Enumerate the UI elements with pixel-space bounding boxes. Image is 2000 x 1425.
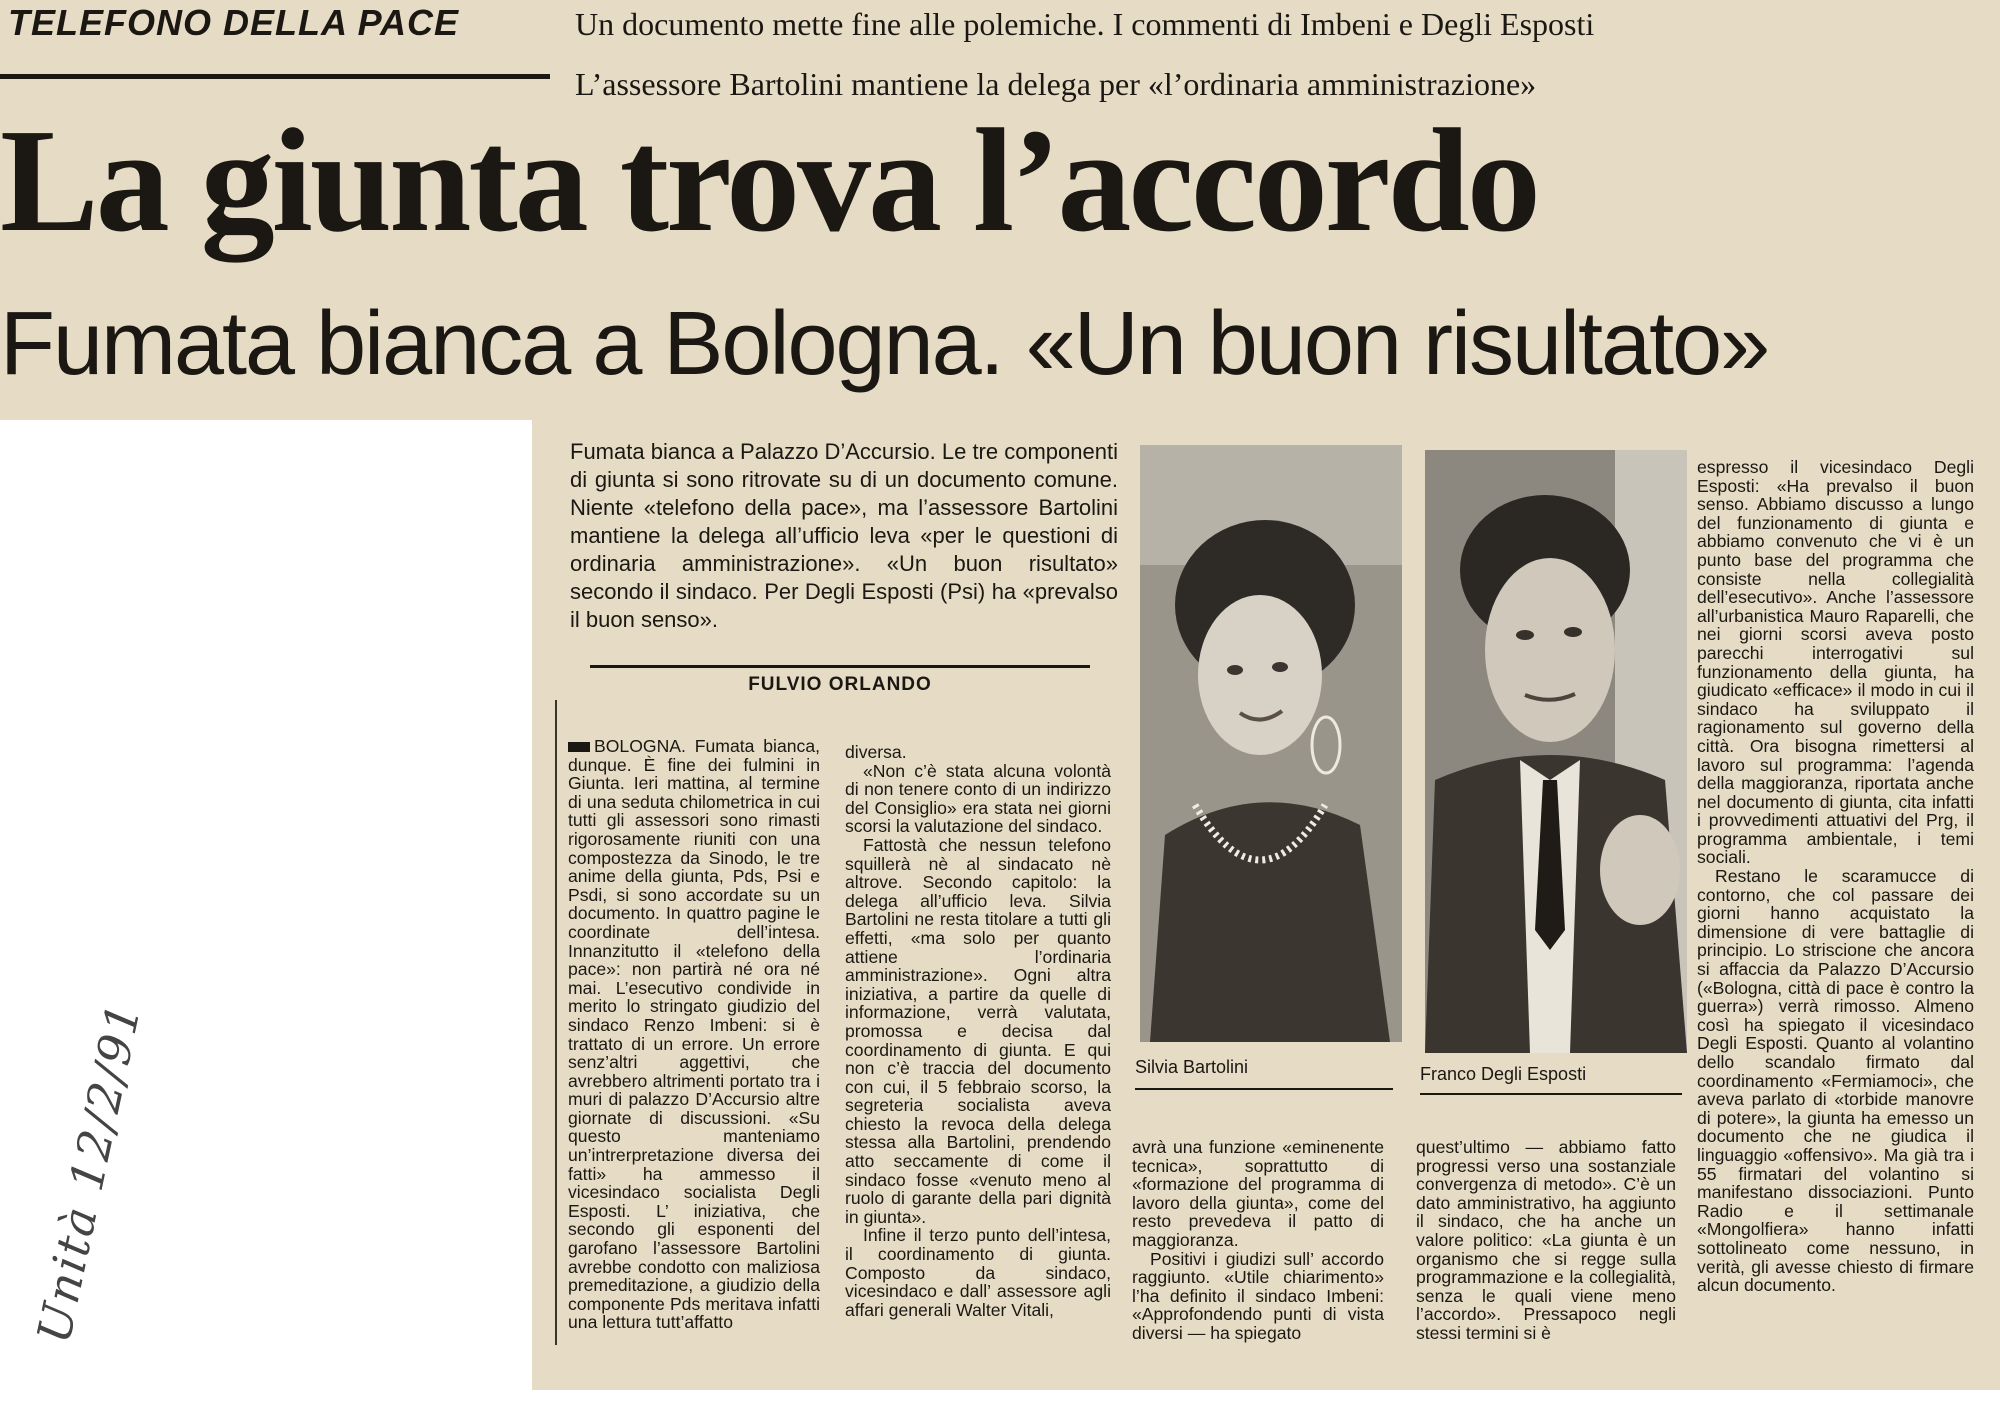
subheadline: Fumata bianca a Bologna. «Un buon risultato» — [0, 294, 1769, 394]
column-2-paragraph: Infine il terzo punto dell’intesa, il coordinamento di giunta. Composto da sindaco, vicesindaco e dall’ assessore agli affari generali Walter Vitali, — [845, 1225, 1111, 1320]
column-3-paragraph: Positivi i giudizi sull’ accordo raggiunto. «Utile chiarimento» l’ha definito il sindaco Imbeni: «Approfondendo punti di vista diversi — ha spiegato — [1132, 1248, 1384, 1343]
photo-silvia-bartolini — [1140, 445, 1402, 1042]
portrait-man-image — [1425, 450, 1687, 1053]
photo-franco-degli-esposti — [1425, 450, 1687, 1053]
column-2-paragraph: diversa. — [845, 742, 907, 762]
column-2-paragraph: Fattostà che nessun telefono squillerà nè al sindacato nè altrove. Secondo capitolo: la delega all’ufficio leva. Silvia Bartolini ne resta titolare a tutti gli effetti, «ma solo per quanto attiene l’ordinaria amministrazione». Ogni altra iniziativa, a partire da quelle di informazione, verrà valutata, promossa e decisa dal coordinamento di giunta. E qui non c’è traccia del documento con cui, il 5 febbraio scorso, la segreteria socialista aveva chiesto la revoca della delega stessa alla Bartolini, prendendo atto seccamente di come il sindaco fosse «venuto meno al ruolo di garante della pari dignità in giunta». — [845, 834, 1111, 1227]
article-column-5 — [1697, 458, 1974, 1295]
subhead-line-1: Un documento mette fine alle polemiche. I commenti di Imbeni e Degli Esposti — [575, 6, 1595, 42]
byline-rule — [590, 665, 1090, 668]
dateline: BOLOGNA. — [594, 736, 686, 756]
caption-rule — [1420, 1093, 1682, 1095]
kicker: TELEFONO DELLA PACE — [8, 2, 459, 43]
column-3-paragraph: avrà una funzione «eminenente tecnica», soprattutto di «formazione del programma di lavoro della giunta», come del resto prevedeva il patto di maggioranza. — [1132, 1137, 1384, 1250]
handwritten-date-note: Unità 12/2/91 — [26, 997, 152, 1348]
article-column-2 — [845, 743, 1111, 1319]
kicker-rule — [0, 74, 550, 79]
article-column-4 — [1416, 1138, 1676, 1343]
dateline-marker — [568, 742, 590, 752]
column-4-paragraph: quest’ultimo — abbiamo fatto progressi verso una sostanziale convergenza di metodo». C’è un dato amministrativo, ha aggiunto il sindaco, che ha anche un valore politico: «La giunta è un organismo che si regge sulla programmazione e la collegialità, senza le quali viene meno l’accordo». Pressapoco negli stessi termini si è — [1416, 1137, 1676, 1343]
photo-caption-2: Franco Degli Esposti — [1420, 1064, 1587, 1084]
headline: La giunta trova l’accordo — [0, 99, 1538, 263]
byline: FULVIO ORLANDO — [748, 674, 932, 695]
column-1-paragraph — [568, 737, 820, 1332]
column-2-paragraph: «Non c’è stata alcuna volontà di non tenere conto di un indirizzo del Consiglio» era stata nei giorni scorsi la valutazione del sindaco. — [845, 760, 1111, 837]
lead-paragraph: Fumata bianca a Palazzo D’Accursio. Le tre componenti di giunta si sono ritrovate su di un documento comune. Niente «telefono della pace», ma l’assessore Bartolini mantiene la delega all’ufficio leva «per le questioni di ordinaria amministrazione». «Un buon risultato» secondo il sindaco. Per Degli Esposti (Psi) ha «prevalso il buon senso». — [570, 439, 1118, 632]
column-1-text: Fumata bianca, dunque. È fine dei fulmini in Giunta. Ieri mattina, al termine di una seduta chilometrica in cui tutti gli assessori sono rimasti rigorosamente riuniti con una compostezza da Sinodo, le tre anime della giunta, Pds, Psi e Psdi, si sono accordate su un documento. In quattro pagine le coordinate dell’intesa. Innanzitutto il «telefono della pace»: non partirà né ora né mai. L’esecutivo condivide in merito lo stringato giudizio del sindaco Renzo Imbeni: si è trattato di un errore. Un errore senz’altri aggettivi, che avrebbero altrimenti portato tra i muri di palazzo D’Accursio altre giornate di discussioni. «Su questo manteniamo un’intrerpretazione diversa dei fatti» ha ammesso il vicesindaco socialista Degli Esposti. L’ iniziativa, che secondo gli esponenti del garofano l’assessore Bartolini avrebbe condotto con maliziosa premeditazione, a giudizio della componente Pds meritava infatti una lettura tutt’affatto — [568, 736, 820, 1333]
column-5-paragraph: espresso il vicesindaco Degli Esposti: «Ha prevalso il buon senso. Abbiamo discusso a lungo del funzionamento di giunta e abbiamo convenuto che vi è un punto base del programma che consiste nella collegialità dell’esecutivo». Anche l’assessore all’urbanistica Mauro Raparelli, che nei giorni scorsi aveva posto parecchi interrogativi sul funzionamento della giunta, ha giudicato «efficace» il modo in cui il sindaco ha sviluppato il ragionamento sul governo della città. Ora bisogna rimettersi al lavoro sul programma: l’agenda della maggioranza, riportata anche nel documento di giunta, cita infatti i provvedimenti attuativi del Prg, il programma ambientale, i temi sociali. — [1697, 457, 1974, 868]
caption-rule — [1135, 1088, 1393, 1090]
column-5-paragraph: Restano le scaramucce di contorno, che col passare dei giorni hanno acquistato la dimensione di vere battaglie di principio. Lo striscione che ancora si affaccia da Palazzo D’Accursio («Bologna, città di pace è contro la guerra») verrà rimosso. Almeno così ha spiegato il vicesindaco Degli Esposti. Quanto al volantino dello scandalo firmato dal coordinamento «Fermiamoci», che aveva parlato di «torbide manovre di potere», la giunta ha emesso un documento che ne giudica il linguaggio «offensivo». Ma già tra i 55 firmatari del volantino si manifestano dissociazioni. Punto Radio e il settimanale «Mongolfiera» hanno infatti sottolineato come nessuno, in verità, gli avesse chiesto di firmare alcun documento. — [1697, 866, 1974, 1296]
article-column-3 — [1132, 1138, 1384, 1343]
portrait-woman-image — [1140, 445, 1402, 1042]
article-column-1 — [568, 737, 820, 1332]
photo-caption-1: Silvia Bartolini — [1135, 1057, 1249, 1077]
subhead-line-2: L’assessore Bartolini mantiene la delega per «l’ordinaria amministrazione» — [575, 66, 1537, 102]
column-divider — [555, 700, 557, 1345]
